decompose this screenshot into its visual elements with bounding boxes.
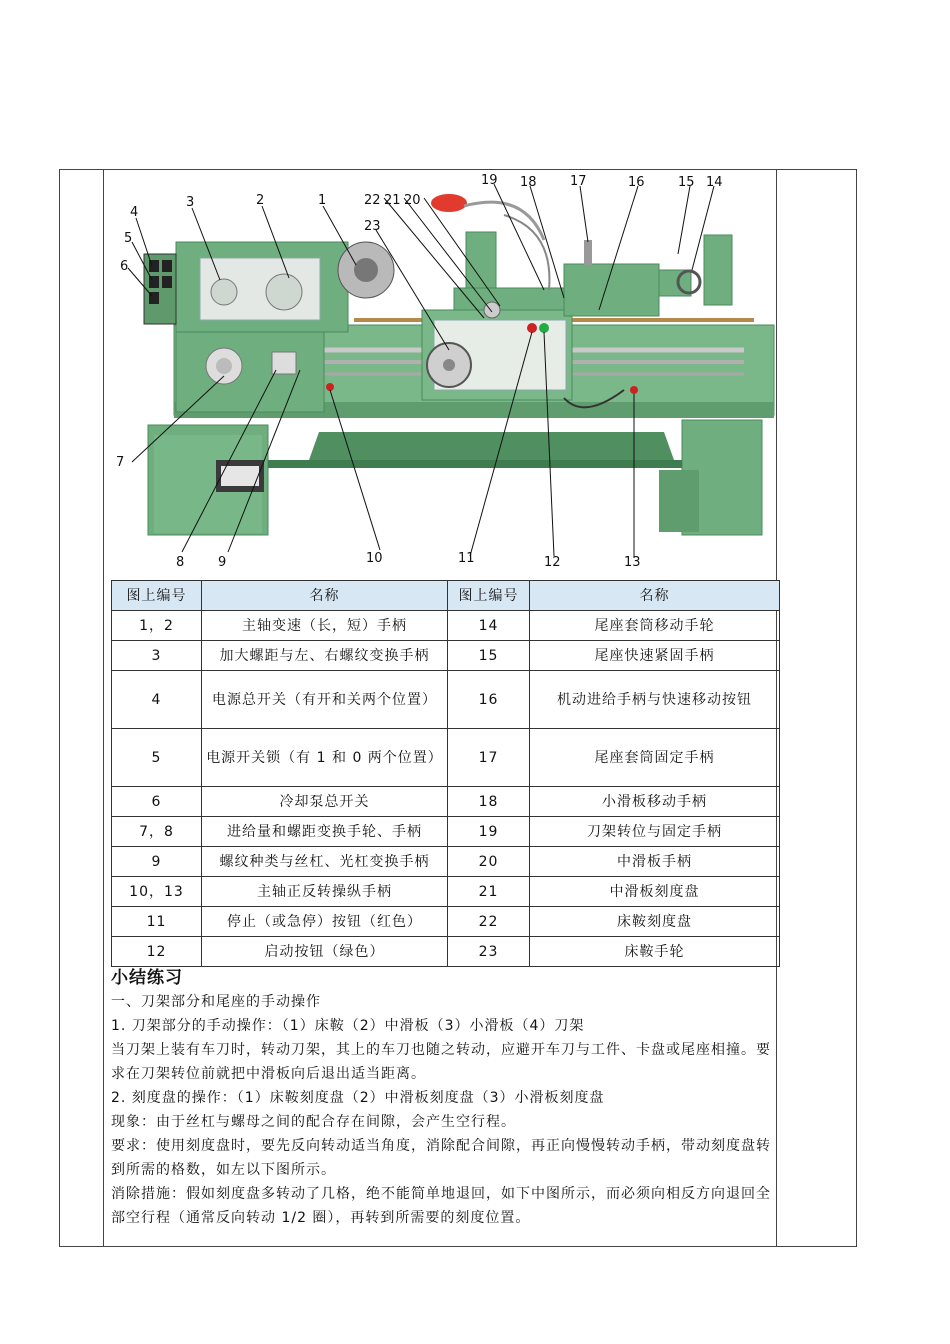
callout-19: 19	[481, 173, 498, 188]
tailstock-end	[704, 235, 732, 305]
cell-name: 电源总开关（有开和关两个位置）	[202, 671, 448, 729]
cell-number: 19	[448, 817, 530, 847]
stop-button-11	[527, 323, 537, 333]
cell-number: 22	[448, 907, 530, 937]
summary-title: 小结练习	[111, 968, 183, 988]
summary-line: 1. 刀架部分的手动操作：（1）床鞍（2）中滑板（3）小滑板（4）刀架	[111, 1018, 585, 1034]
switch-4b	[162, 260, 172, 272]
cell-name: 尾座快速紧固手柄	[530, 641, 780, 671]
header-number-2: 图上编号	[448, 581, 530, 611]
cell-name: 小滑板移动手柄	[530, 787, 780, 817]
callout-2: 2	[256, 193, 265, 208]
cell-number: 20	[448, 847, 530, 877]
cell-number: 18	[448, 787, 530, 817]
summary-line: 要求：使用刻度盘时，要先反向转动适当角度，消除配合间隙，再正向慢慢转动手柄，带动刻度盘转到所需的格数，如左以下图所示。	[111, 1138, 771, 1178]
lathe-diagram	[104, 170, 776, 580]
cell-number: 4	[112, 671, 202, 729]
header-name-2: 名称	[530, 581, 780, 611]
cell-name: 机动进给手柄与快速移动按钮	[530, 671, 780, 729]
summary-line: 一、刀架部分和尾座的手动操作	[111, 994, 321, 1010]
cell-name: 刀架转位与固定手柄	[530, 817, 780, 847]
callout-7: 7	[116, 455, 125, 470]
callout-1: 1	[318, 193, 327, 208]
cell-number: 17	[448, 729, 530, 787]
callout-11: 11	[458, 551, 475, 566]
cell-name: 螺纹种类与丝杠、光杠变换手柄	[202, 847, 448, 877]
callout-5: 5	[124, 231, 133, 246]
cell-number: 11	[112, 907, 202, 937]
callout-8: 8	[176, 555, 185, 570]
document-frame	[59, 169, 857, 1247]
cell-name: 尾座套筒固定手柄	[530, 729, 780, 787]
cell-name: 停止（或急停）按钮（红色）	[202, 907, 448, 937]
callout-16: 16	[628, 175, 645, 190]
cell-number: 9	[112, 847, 202, 877]
handwheel-hub	[443, 359, 455, 371]
callout-6: 6	[120, 259, 129, 274]
feed-wheel-hub	[216, 358, 232, 374]
chip-tray	[309, 432, 674, 460]
work-lamp	[431, 194, 467, 212]
header-number: 图上编号	[112, 581, 202, 611]
cell-number: 16	[448, 671, 530, 729]
cell-name: 加大螺距与左、右螺纹变换手柄	[202, 641, 448, 671]
cell-name: 尾座套筒移动手轮	[530, 611, 780, 641]
callout-10: 10	[366, 551, 383, 566]
table-row	[112, 877, 780, 907]
cell-name: 床鞍手轮	[530, 937, 780, 967]
callout-18: 18	[520, 175, 537, 190]
header-name: 名称	[202, 581, 448, 611]
switch-5b	[162, 276, 172, 288]
cell-number: 5	[112, 729, 202, 787]
callout-13: 13	[624, 555, 641, 570]
callout-15: 15	[678, 175, 695, 190]
table-row	[112, 671, 780, 729]
cell-number: 6	[112, 787, 202, 817]
cell-number: 12	[112, 937, 202, 967]
lever-3	[211, 279, 237, 305]
callout-22: 22	[364, 193, 381, 208]
cell-name: 电源开关锁（有 1 和 0 两个位置）	[202, 729, 448, 787]
cell-number: 10，13	[112, 877, 202, 907]
cell-number: 21	[448, 877, 530, 907]
chuck-center	[354, 258, 378, 282]
parts-table	[111, 580, 780, 967]
cell-number: 23	[448, 937, 530, 967]
cell-name: 中滑板手柄	[530, 847, 780, 877]
callout-12: 12	[544, 555, 561, 570]
summary-line: 现象：由于丝杠与螺母之间的配合存在间隙，会产生空行程。	[111, 1114, 516, 1130]
cell-number: 1，2	[112, 611, 202, 641]
cell-number: 15	[448, 641, 530, 671]
callout-23: 23	[364, 219, 381, 234]
callout-3: 3	[186, 195, 195, 210]
callout-4: 4	[130, 205, 139, 220]
cell-number: 7，8	[112, 817, 202, 847]
callout-14: 14	[706, 175, 723, 190]
table-row	[112, 937, 780, 967]
cell-name: 主轴变速（长，短）手柄	[202, 611, 448, 641]
summary-line: 当刀架上装有车刀时，转动刀架，其上的车刀也随之转动，应避开车刀与工件、卡盘或尾座相撞。要求在刀架转位前就把中滑板向后退出适当距离。	[111, 1042, 771, 1082]
stand-plate-inner	[221, 466, 259, 486]
lever-2	[266, 274, 302, 310]
table-row	[112, 847, 780, 877]
cell-name: 进给量和螺距变换手轮、手柄	[202, 817, 448, 847]
table-row	[112, 641, 780, 671]
cell-name: 中滑板刻度盘	[530, 877, 780, 907]
table-header-row	[112, 581, 780, 611]
right-stand-side	[659, 470, 699, 532]
cell-name: 床鞍刻度盘	[530, 907, 780, 937]
summary-section	[111, 966, 771, 1230]
cell-name: 启动按钮（绿色）	[202, 937, 448, 967]
lever-17	[584, 240, 592, 265]
tray-edge	[268, 460, 682, 468]
table-row	[112, 787, 780, 817]
cell-name: 主轴正反转操纵手柄	[202, 877, 448, 907]
lever-10-knob	[326, 383, 334, 391]
callout-21: 21	[384, 193, 401, 208]
summary-line: 消除措施：假如刻度盘多转动了几格，绝不能简单地退回，如下中图所示，而必须向相反方向退回全部空行程（通常反向转动 1/2 圈），再转到所需要的刻度位置。	[111, 1186, 771, 1226]
cell-number: 3	[112, 641, 202, 671]
callout-17: 17	[570, 174, 587, 189]
cross-slide	[454, 288, 564, 310]
table-row	[112, 817, 780, 847]
start-button-12	[539, 323, 549, 333]
table-row	[112, 729, 780, 787]
lever-13-knob	[630, 386, 638, 394]
summary-line: 2. 刻度盘的操作：（1）床鞍刻度盘（2）中滑板刻度盘（3）小滑板刻度盘	[111, 1090, 605, 1106]
callout-9: 9	[218, 555, 227, 570]
cell-number: 14	[448, 611, 530, 641]
cell-name: 冷却泵总开关	[202, 787, 448, 817]
table-row	[112, 907, 780, 937]
table-row	[112, 611, 780, 641]
callout-20: 20	[404, 193, 421, 208]
